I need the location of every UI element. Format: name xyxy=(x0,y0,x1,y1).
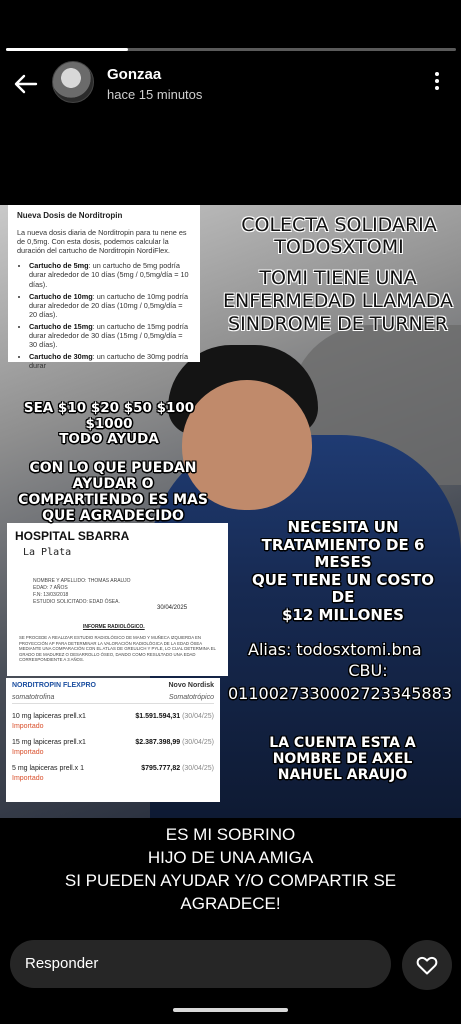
post-time: hace 15 minutos xyxy=(107,87,203,102)
table-row: 15 mg lapiceras prell.x1 $2.387.398,99 (30/04/25) xyxy=(12,739,214,746)
help-caption: CON LO QUE PUEDAN AYUDAR O COMPARTIENDO ES MAS QUE AGRADECIDO xyxy=(18,460,208,525)
dob-line: F.N: 13/03/2018 xyxy=(33,592,69,598)
table-row: 5 mg lapiceras prell.x 1 $795.777,82 (30/04/25) xyxy=(12,765,214,772)
more-vertical-icon xyxy=(431,72,443,90)
card-title: Nueva Dosis de Norditropin xyxy=(17,211,123,220)
cbu-label: CBU: xyxy=(348,661,388,680)
arrow-left-icon xyxy=(12,70,40,98)
list-item: • Cartucho de 15mg: un cartucho de 15mg podría durar alrededor de 30 días (15mg / 0,5mg/día = 30 días). xyxy=(29,322,191,349)
patient-line: NOMBRE Y APELLIDO: THOMAS ARAUJO xyxy=(33,578,131,584)
cartridge-list xyxy=(17,261,191,370)
drug-category: Somatotrópico xyxy=(168,694,214,701)
home-indicator xyxy=(173,1008,288,1012)
imported-label: Importado xyxy=(12,775,44,782)
brand-name: Novo Nordisk xyxy=(168,682,214,689)
story-image xyxy=(0,205,461,818)
report-text: SE PROCEDE A REALIZAR ESTUDIO RADIOLÓGICO DE MANO Y MUÑECA IZQUIERDA EN PROYECCIÓN AP PARA DETERMINAR LA VALORACIÓN RADIOLÓGICA DE LA EDAD ÓSEA MEDIANTE UNA COMPARACIÓN CON EL ATLAS DE GREULICH Y PYLE, LO CUAL DETERMINA EL GRADO DE MADUREZ O DESARROLLO ÓSEO, DANDO COMO RESULTADO UNA EDAD CORRESPONDIENTE A 3 AÑOS. xyxy=(19,635,216,663)
study-line: ESTUDIO SOLICITADO: EDAD ÓSEA. xyxy=(33,599,120,605)
drug-name: somatotrofina xyxy=(12,694,55,701)
cbu-number: 0110027330002723345883 xyxy=(228,684,452,703)
avatar[interactable] xyxy=(52,61,94,103)
list-item: • Cartucho de 30mg: un cartucho de 30mg podría durar xyxy=(29,352,191,370)
disease-caption: TOMI TIENE UNA ENFERMEDAD LLAMADA SINDROME DE TURNER xyxy=(222,267,453,335)
table-row: 10 mg lapiceras prell.x1 $1.591.594,31 (30/04/25) xyxy=(12,713,214,720)
imported-label: Importado xyxy=(12,749,44,756)
more-options-button[interactable] xyxy=(431,72,443,94)
amounts-caption: SEA $10 $20 $50 $100 $1000 TODO AYUDA xyxy=(23,400,195,448)
report-date: 30/04/2025 xyxy=(157,605,188,611)
story-progress-bar xyxy=(6,48,456,51)
alias-caption: Alias: todosxtomi.bna xyxy=(248,640,422,659)
reply-placeholder: Responder xyxy=(25,955,99,972)
age-line: EDAD: 7 AÑOS xyxy=(33,585,68,591)
norditropin-dose-card xyxy=(8,205,200,371)
list-item: • Cartucho de 5mg: un cartucho de 5mg podría durar alrededor de 10 días (5mg / 0,5mg/día = 10 días). xyxy=(29,261,191,288)
user-name[interactable]: Gonzaa xyxy=(107,66,162,83)
card-intro: La nueva dosis diaria de Norditropin para tu nene es de 0,5mg. Con esta dosis, podemos calcular la duración del cartucho de Norditropin NordiFlex. xyxy=(17,228,187,256)
story-progress-fill xyxy=(6,48,128,51)
treatment-caption: NECESITA UN TRATAMIENTO DE 6 MESES QUE TIENE UN COSTO DE $12 MILLONES xyxy=(252,518,434,624)
hospital-city: La Plata xyxy=(23,547,72,558)
reply-input[interactable] xyxy=(10,940,391,988)
report-title: INFORME RADIOLÓGICO. xyxy=(83,624,145,630)
price-card xyxy=(6,678,220,802)
imported-label: Importado xyxy=(12,723,44,730)
story-caption: ES MI SOBRINO HIJO DE UNA AMIGA SI PUEDEN AYUDAR Y/O COMPARTIR SE AGRADECE! xyxy=(64,825,397,913)
campaign-title: COLECTA SOLIDARIA TODOSXTOMI xyxy=(241,214,437,258)
like-button[interactable] xyxy=(402,940,452,990)
hospital-report-card xyxy=(7,523,228,676)
back-button[interactable] xyxy=(12,70,40,98)
list-item: • Cartucho de 10mg: un cartucho de 10mg podría durar alrededor de 20 días (10mg / 0,5mg/día = 20 días). xyxy=(29,292,191,319)
account-caption: LA CUENTA ESTA A NOMBRE DE AXEL NAHUEL ARAUJO xyxy=(269,735,416,784)
hospital-name: HOSPITAL SBARRA xyxy=(15,529,130,543)
heart-icon xyxy=(415,953,439,977)
product-name: NORDITROPIN FLEXPRO xyxy=(12,682,97,689)
